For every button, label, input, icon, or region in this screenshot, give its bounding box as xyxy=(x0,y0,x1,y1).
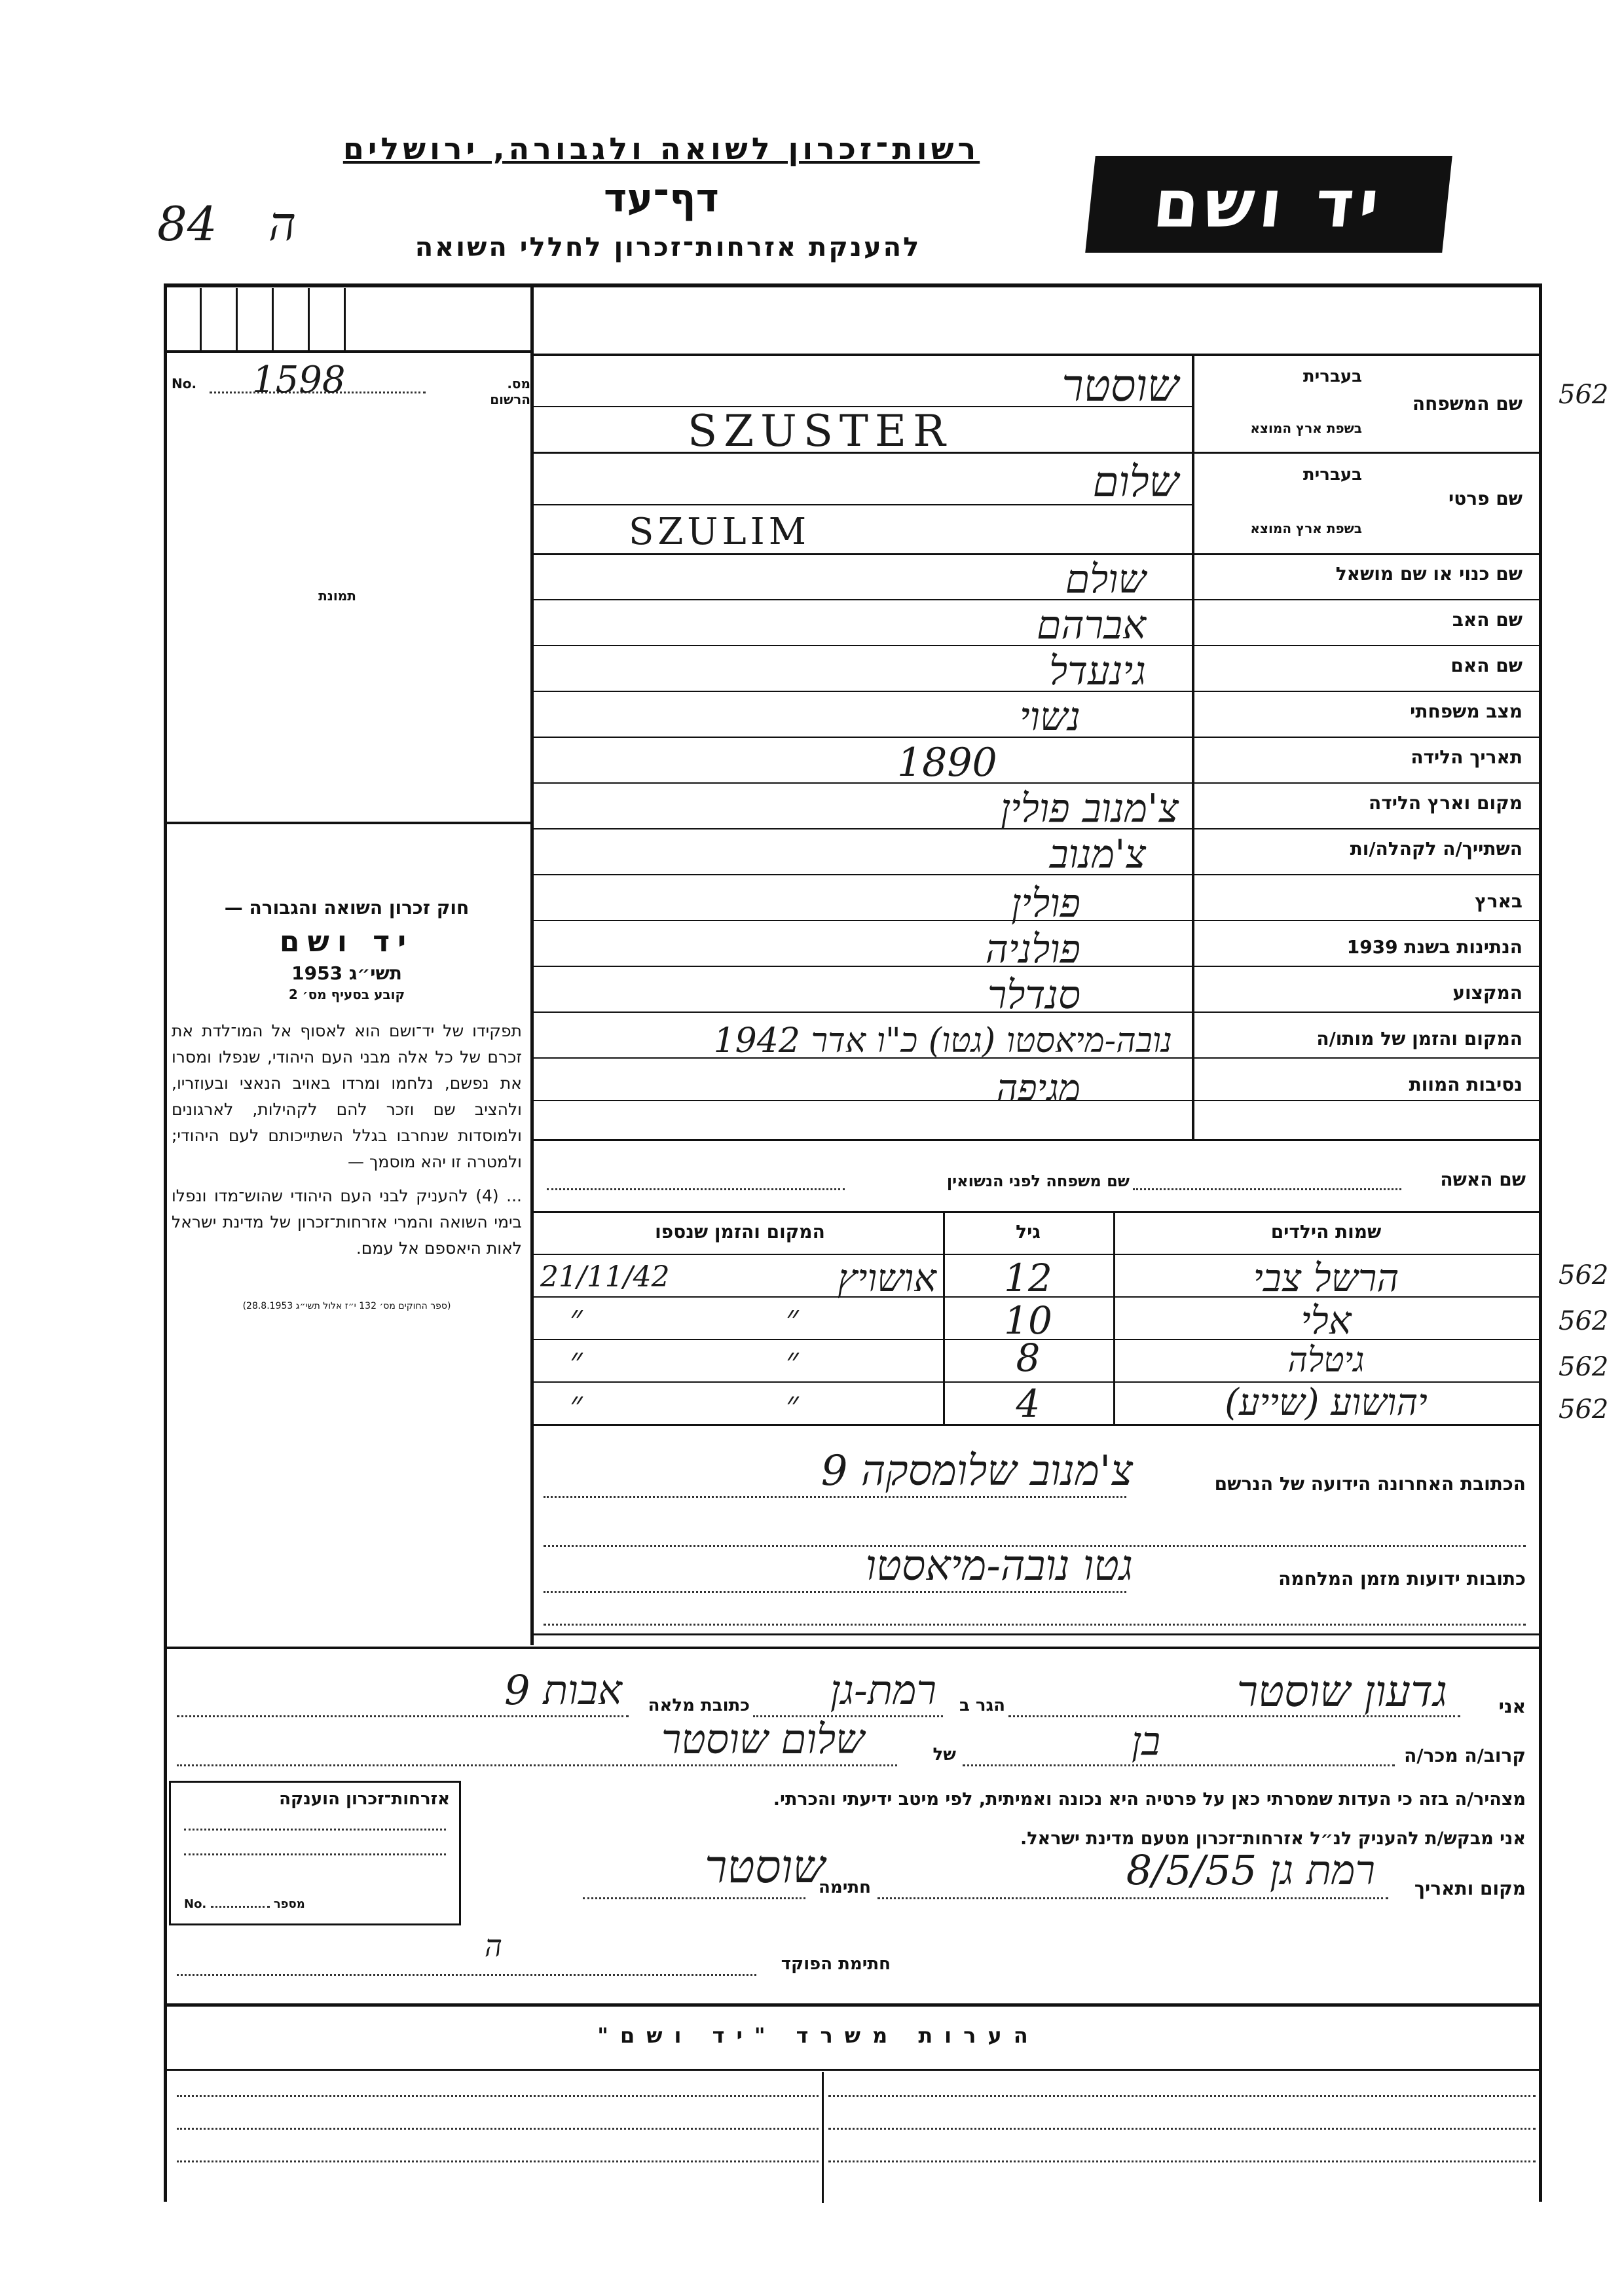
label-community: השתייך/ה לקהלה/ות xyxy=(1350,838,1522,860)
decl-address-label: כתובת מלאה xyxy=(648,1696,750,1715)
label-wife-name: שם האשה xyxy=(1440,1169,1526,1190)
value-father-name: אברהם xyxy=(1037,602,1146,648)
label-profession: המקצוע xyxy=(1452,982,1522,1004)
label-last-address: הכתובת האחרונה הידועה של הנרשם xyxy=(1214,1473,1526,1495)
label-family-name-origin: בשפת ארץ המוצא xyxy=(1250,420,1362,436)
law-paragraph-2: ... (4) להעניק לבני העם היהודי שהוש־מדו ונפלו בימי השואה והמרי אזרחות־זכרון של מדינת ישראל לאות היאספם אל עמם. xyxy=(172,1186,522,1258)
child-name: אלי xyxy=(1301,1298,1352,1343)
decl-residing-city: רמת-גן xyxy=(830,1666,936,1714)
child-age: 4 xyxy=(1016,1381,1041,1426)
margin-note: 84 xyxy=(157,196,217,251)
child-place: ״ xyxy=(786,1298,799,1338)
header-age: גיל xyxy=(1016,1221,1041,1243)
value-birth-place: צ'מנוב פולין xyxy=(1000,786,1179,831)
law-clause: קובע בסעיף מס׳ 2 xyxy=(288,987,405,1002)
citizenship-box-title: אזרחות־זכרון הוענקה xyxy=(279,1789,450,1809)
law-title: חוק זכרון השואה והגבורה — xyxy=(224,897,470,919)
child-registry: 562 xyxy=(1559,1352,1609,1382)
value-nickname: שולם xyxy=(1065,556,1146,602)
child-name: יהושוע (שייע) xyxy=(1225,1381,1428,1424)
registration-label: מס. הרשום xyxy=(490,376,530,407)
decl-signature: שוסטר xyxy=(705,1840,825,1893)
institution-title: רשות־זכרון לשואה ולגבורה, ירושלים xyxy=(342,131,980,166)
child-age: 10 xyxy=(1004,1298,1052,1343)
label-citizenship-1939: הנתינות בשנת 1939 xyxy=(1346,936,1522,958)
label-first-name-hebrew: בעברית xyxy=(1302,465,1362,484)
child-name: הרשל צבי xyxy=(1253,1256,1399,1300)
value-death-circumstances: מגיפה xyxy=(996,1067,1080,1110)
decl-of-label: של xyxy=(932,1745,956,1764)
child-registry: 562 xyxy=(1559,1306,1609,1336)
child-place: אושויץ xyxy=(838,1256,936,1300)
value-country: פולין xyxy=(1011,881,1080,926)
value-first-name-latin: SZULIM xyxy=(629,511,811,553)
child-registry: 562 xyxy=(1559,1260,1609,1290)
decl-place-date-label: מקום ותאריך xyxy=(1414,1878,1526,1899)
decl-statement-1: מצהיר/ה בזה כי העדות שמסרתי כאן על פרטיה היא נכונה ואמיתית, לפי מיטב ידיעתי והכרתי. xyxy=(773,1789,1526,1810)
value-death-place-time: נובה-מיאסטו (גטו) כ"ו אדר 1942 xyxy=(713,1021,1172,1061)
child-date: ״ xyxy=(570,1385,583,1424)
law-name: יד ושם xyxy=(279,925,415,958)
citizenship-no-label: No. xyxy=(184,1897,207,1911)
value-marital-status: נשוי xyxy=(1019,694,1080,740)
label-maiden-name: שם משפחה לפני הנשואין xyxy=(946,1172,1130,1190)
form-subtitle: להענקת אזרחות־זכרון לחללי השואה xyxy=(415,232,921,263)
decl-statement-2: אני מבקש/ת להעניק לנ״ל אזרחות־זכרון מטעם מדינת ישראל. xyxy=(1020,1829,1526,1849)
label-death-circumstances: נסיבות המוות xyxy=(1409,1074,1522,1095)
value-citizenship-1939: פולניה xyxy=(985,926,1080,972)
child-age: 12 xyxy=(1004,1256,1052,1300)
law-paragraph-1: תפקידו של יד־ושם הוא לאסוף אל המו־לדת את זכרם של כל אלה מבני העם היהודי, שנפלו ומסרו את נפשם, נלחמו ומרדו באויב הנאצי ובעוזריו, ולהציב שם וזכר להם לקהילות, לארגונים ולמוסדות שנחרבו בגלל השתייכותם לעם היהודי; ולמטרה זו יהא מוסמך — xyxy=(172,1021,522,1171)
value-birth-date: 1890 xyxy=(897,740,997,786)
child-date: ״ xyxy=(570,1341,583,1380)
child-registry: 562 xyxy=(1559,1394,1609,1425)
label-nickname: שם כנוי או שם מושאל xyxy=(1335,563,1522,585)
value-first-name-hebrew: שלום xyxy=(1092,458,1179,507)
decl-residing-label: הגר ב xyxy=(959,1696,1005,1715)
registration-number: 1598 xyxy=(252,359,346,401)
label-death-place-time: המקום והזמן של מותו/ה xyxy=(1316,1028,1522,1049)
label-family-name: שם המשפחה xyxy=(1412,393,1522,414)
decl-address: אבות 9 xyxy=(504,1666,622,1714)
decl-name: גדעון שוסטר xyxy=(1236,1666,1447,1717)
child-name: גיטלה xyxy=(1287,1341,1365,1380)
office-notes-title: הערות משרד "יד ושם" xyxy=(597,2023,1040,2048)
photo-label: תמונת xyxy=(318,588,356,604)
label-father-name: שם האב xyxy=(1452,609,1522,630)
label-birth-place: מקום וארץ הלידה xyxy=(1369,792,1522,814)
value-profession: סנדלר xyxy=(987,972,1080,1018)
value-family-name-latin: SZUSTER xyxy=(688,406,952,456)
label-birth-date: תאריך הלידה xyxy=(1411,746,1522,768)
label-first-name: שם פרטי xyxy=(1448,488,1522,509)
label-family-name-hebrew: בעברית xyxy=(1302,367,1362,386)
decl-signature-label: חתימה xyxy=(819,1878,871,1897)
law-citation: (ספר החוקים מס׳ 132 י״ז אלול תשי״ג 28.8.1953) xyxy=(242,1301,451,1311)
label-first-name-origin: בשפת ארץ המוצא xyxy=(1250,520,1362,536)
form-title: דף־עד xyxy=(604,175,719,221)
child-date: 21/11/42 xyxy=(540,1260,670,1294)
value-mother-name: גינעדל xyxy=(1048,648,1146,694)
decl-place-date: רמת גן 8/5/55 xyxy=(1126,1846,1375,1894)
decl-relation-of: שלום שוסטר xyxy=(661,1715,864,1763)
value-community: צ'מנוב xyxy=(1049,831,1146,877)
law-box xyxy=(172,897,522,1311)
yad-vashem-logo xyxy=(1085,156,1452,253)
registration-no-label: No. xyxy=(172,376,197,392)
citizenship-number-label: מספר xyxy=(273,1897,305,1911)
logo-text: יד ושם xyxy=(1149,166,1388,242)
officer-signature: ה xyxy=(485,1928,502,1963)
label-wartime-addresses: כתובות ידועות מזמן המלחמה xyxy=(1278,1568,1526,1590)
decl-relation: בן xyxy=(1131,1719,1161,1764)
citizenship-box xyxy=(169,1781,461,1925)
child-age: 8 xyxy=(1016,1336,1041,1380)
margin-note-letter: ה xyxy=(268,196,297,251)
decl-officer-signature-label: חתימת הפוקד xyxy=(781,1954,891,1974)
child-date: ״ xyxy=(570,1298,583,1338)
value-family-name-hebrew: שוסטר xyxy=(1061,360,1179,412)
label-country: בארץ xyxy=(1475,890,1522,912)
decl-i-label: אני xyxy=(1498,1696,1526,1717)
header-children-names: שמות הילדים xyxy=(1270,1221,1382,1243)
label-marital-status: מצב משפחתי xyxy=(1410,701,1522,722)
value-wartime-addresses: גטו נובה-מיאסטו xyxy=(865,1542,1133,1590)
label-mother-name: שם האם xyxy=(1450,655,1522,676)
value-last-address: צ'מנוב שלומסקה 9 xyxy=(821,1447,1133,1495)
decl-relation-label: קרוב/ה מכר/ה xyxy=(1404,1745,1526,1766)
law-year: תשי״ג 1953 xyxy=(291,962,402,984)
header-place-time-perished: המקום והזמן שנספו xyxy=(655,1221,825,1243)
margin-registry-note: 562 xyxy=(1559,380,1609,410)
child-place: ״ xyxy=(786,1341,799,1380)
child-place: ״ xyxy=(786,1385,799,1424)
